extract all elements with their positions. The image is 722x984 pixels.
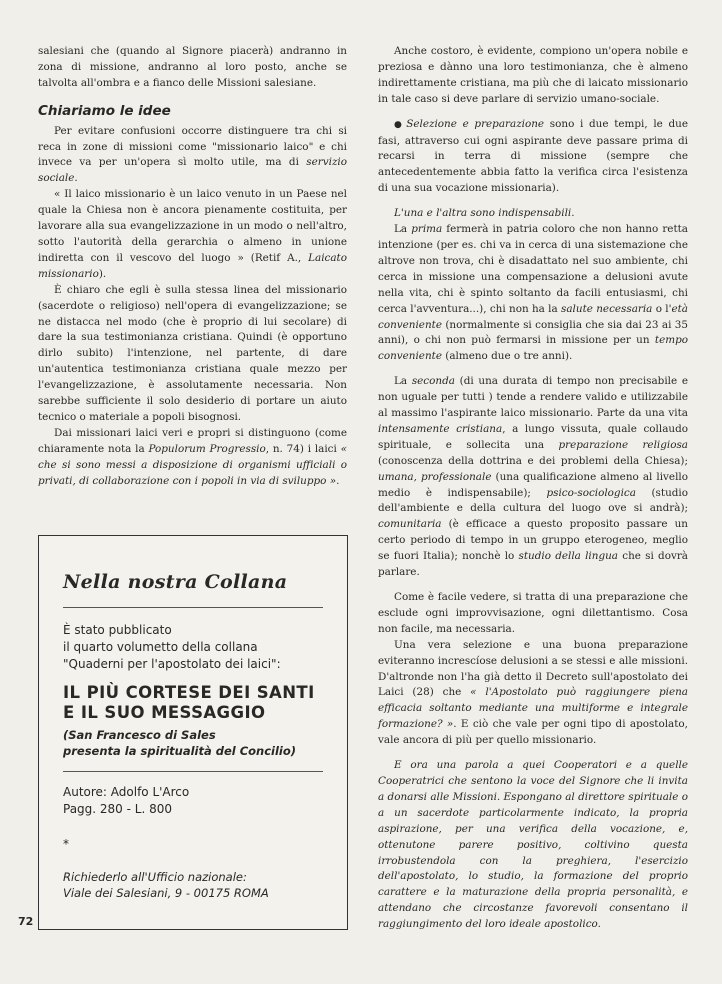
text: (una qualificazione almeno al livello medio è indispensabile); [378,470,688,499]
text: . [74,172,78,185]
text: Dai missionari laici veri e propri si distinguono (come chiaramente nota la [38,426,347,455]
text: È chiaro che egli è sulla stessa linea del missionario (sacerdote o religioso) nell'opera di evangelizzazione; se ne distacca nel modo (che è proprio di lui secolare) di dare la sua testimonianza cristiana. Quindi (è opportuno dirlo subito) l'intenzione, nel partente, di dare un'autentica testimonianza cristiana quale mezzo per l'evangelizzazione, è assolutamente necessaria. Non sarebbe sufficiente il solo desiderio di portare un aiuto tecnico o materiale a popoli bisognosi. [38,283,347,423]
emphasis: studio della lingua [518,550,618,563]
ad-pages-price: Pagg. 280 - L. 800 [63,802,172,816]
text: Una vera selezione e una buona preparazione eviteranno increscíose delusioni a se stessi e alle missioni. D'altronde non l'ha già detto il Decreto sull'apostolato dei Laici (28) che [378,638,688,699]
text: , a lungo vissuta, quale collaudo spirituale, e sollecita una [378,422,688,451]
text: « Il laico missionario è un laico venuto in un Paese nel quale la Chiesa non è ancora pienamente costituita, per lavorare alla sua evangelizzazione in un modo o nell'altro, sotto l'autorità della gerarchia o almeno in unione indiretta con il vescovo del luogo » (Retif A., [38,188,347,264]
paragraph [38,426,347,490]
paragraph [38,187,347,282]
emphasis: età conveniente [378,302,689,331]
text: Come è facile vedere, si tratta di una preparazione che esclude ogni improvvisazione, ogni dilettantismo. Cosa non facile, ma necessaria. [378,591,688,635]
right-column [378,44,688,933]
ad-author: Autore: Adolfo L'Arco [63,785,190,799]
text: (almeno due o tre anni). [441,350,573,363]
book-subtitle-line: (San Francesco di Sales [63,728,216,742]
ad-line: il quarto volumetto della collana [63,640,258,654]
text: (studio dell'ambiente e della cultura del luogo ove si andrà); [378,486,688,515]
text: La [394,375,412,388]
paragraph [378,44,688,108]
ad-script-title: Nella nostra Collana [63,571,288,593]
divider [63,607,323,608]
book-title-line: IL PIÙ CORTESE DEI SANTI [63,683,315,702]
paragraph [378,374,688,581]
book-subtitle-line: presenta la spiritualità del Concilio) [63,744,297,758]
text: ). [98,267,107,280]
paragraph [38,283,347,426]
ad-address-line: Viale dei Salesiani, 9 - 00175 ROMA [63,886,269,900]
ad-address-line: Richiederlo all'Ufficio nazionale: [63,870,247,884]
emphasis: comunitaria [378,518,442,531]
emphasis: Populorum Progressio [148,442,266,455]
section-heading: Chiariamo le idee [38,102,171,119]
text: , n. 74) i laici [265,442,341,455]
ad-line: È stato pubblicato [63,623,172,637]
emphasis: umana, professionale [378,470,492,483]
text: (conoscenza della dottrina e dei problemi della Chiesa); [378,454,688,467]
text: (di una durata di tempo non precisabile e non uguale per tutti ) tende a rendere valido e utilizzabile al massimo l'aspirante laico missionario. Parte da una vita [378,375,688,420]
emphasis: « che si sono messi a disposizione di organismi ufficiali o privati, di collaborazione con i popoli in via di sviluppo » [38,442,347,487]
text: La [394,223,412,236]
ad-address [63,869,323,901]
text: sono i due tempi, le due fasi, attraverso cui ogni aspirante deve passare prima di recarsi in terra di missione (sempre che antecedentemente abbia fatto la verifica circa l'esistenza di una sua vocazione missionaria). [378,117,689,195]
emphasis: « l'Apostolato può raggiungere piena efficacia soltanto mediante una multiforme e integrale formazione? » [378,686,688,731]
emphasis: Laicato missionario [38,251,347,280]
emphasis: tempo conveniente [378,334,688,363]
bullet-icon: ● [394,119,405,130]
emphasis: intensamente cristiana [378,422,503,435]
page-number: 72 [18,915,34,928]
emphasis: psico-sociologica [546,486,636,499]
text: salesiani che (quando al Signore piacerà) andranno in zona di missione, andranno al loro posto, anche se talvolta all'ombra e a fianco delle Missioni salesiane. [38,45,347,89]
text: (normalmente si consiglia che sia dai 23 ai 35 anni), o chi non può fermarsi in missione per un [378,318,688,347]
text: . [336,474,340,487]
book-subtitle [63,727,323,759]
paragraph [378,117,688,198]
paragraph: L'una e l'altra sono indispensabili. [394,207,575,220]
emphasis: seconda [411,375,455,388]
paragraph [378,222,688,365]
text: che si dovrà parlare. [378,550,688,579]
emphasis: salute necessaria [561,302,653,315]
text: o l' [652,302,672,315]
paragraph [378,590,688,638]
emphasis: prima [411,223,443,236]
paragraph [38,124,347,188]
text: (è efficace a questo proposito passare un certo periodo di tempo in un gruppo eterogeneo, meglio se fuori Italia); nonchè lo [378,518,688,563]
asterisk-separator: * [63,837,69,851]
paragraph [378,638,688,749]
paragraph: E ora una parola a quei Cooperatori e a quelle Cooperatrici che sentono la voce del Signore che li invita a donarsi alle Missioni. Espongano al direttore spirituale o a un sacerdote particolarmente indicato, la propria aspirazione, per una verifica della vocazione, e, ottenutone parere positivo, coltivino questa irrobustendola con la preghiera, l'esercizio dell'apostolato, lo studio, la formazione del proprio carattere e la maturazione della propria personalità, e attendano che circostanze favorevoli consentano il raggiungimento del loro ideale apostolico. [378,759,688,931]
emphasis: preparazione religiosa [558,438,688,451]
left-column [38,44,347,489]
text: Per evitare confusioni occorre distinguere tra chi si reca in zone di missioni come "missionario laico" e chi invece va per un'opera sì molto utile, ma di [38,124,347,169]
text: fermerà in patria coloro che non hanno retta intenzione (per es. chi va in cerca di una sistemazione che altrove non trova, chi è disadattato nel suo ambiente, chi cerca in missione una compensazione a delusioni avute nella vita, chi è spinto soltanto da facili entusiasmi, chi cerca l'avventura...), chi non ha la [378,223,689,315]
emphasis: servizio sociale [38,156,347,185]
text: . E ciò che vale per ogni tipo di apostolato, vale ancora di più per quello missionario. [378,718,688,747]
paragraph [38,44,347,92]
book-title [63,683,323,723]
divider [63,771,323,772]
text: Anche costoro, è evidente, compiono un'opera nobile e preziosa e dànno una loro testimonianza, che è almeno indirettamente cristiana, ma più che di laicato missionario in tale caso si deve parlare di servizio umano-sociale. [378,45,688,105]
emphasis: Selezione e preparazione [406,117,545,130]
ad-line: "Quaderni per l'apostolato dei laici": [63,657,281,671]
book-title-line: E IL SUO MESSAGGIO [63,703,266,722]
advertisement-box [38,535,348,930]
